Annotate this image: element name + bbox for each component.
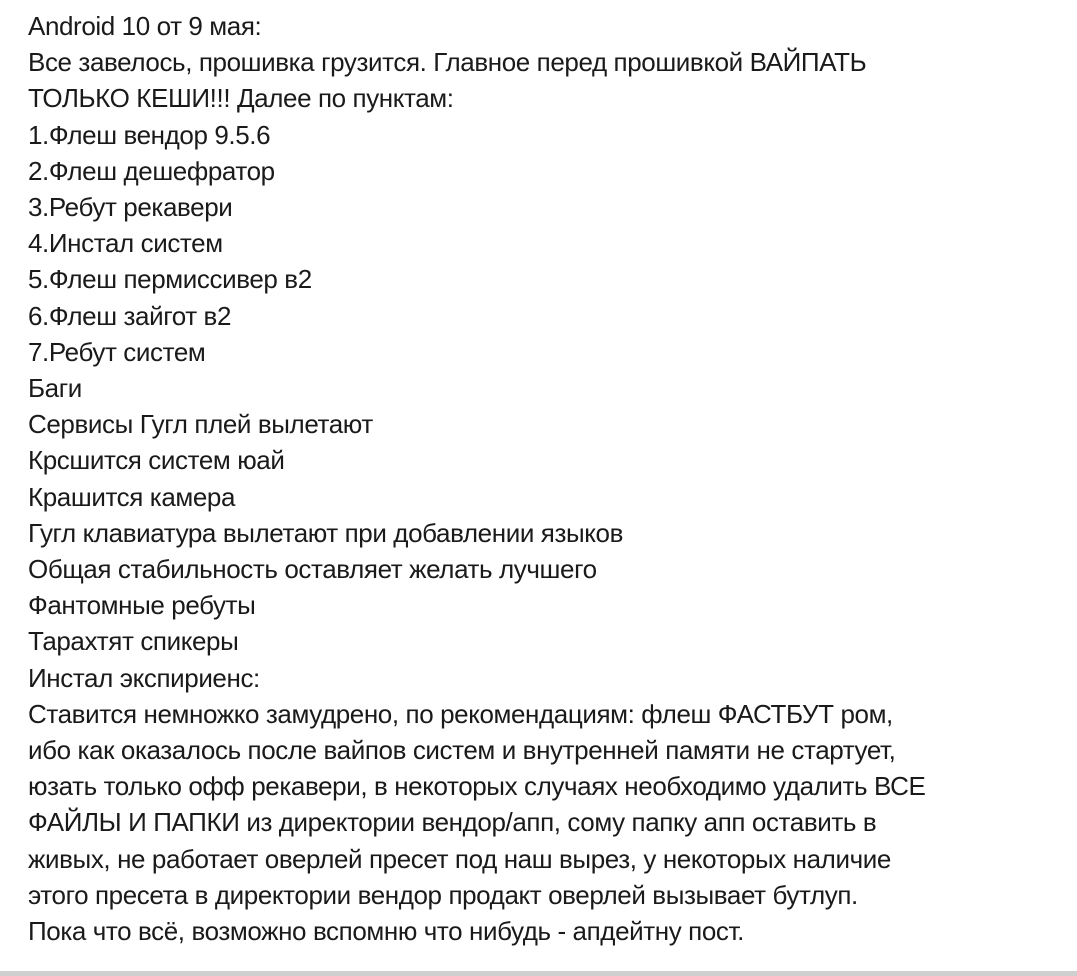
step-3: 3.Ребут рекавери xyxy=(28,192,233,223)
post-intro-line-1: Все завелось, прошивка грузится. Главное перед прошивкой ВАЙПАТЬ xyxy=(28,47,867,78)
step-2: 2.Флеш дешефратор xyxy=(28,155,275,186)
closing-line: Пока что всё, возможно вспомню что нибудь - апдейтну пост. xyxy=(28,916,744,947)
bugs-heading: Баги xyxy=(28,373,82,404)
bug-item: Гугл клавиатура вылетают при добавлении языков xyxy=(28,517,623,548)
bug-item: Фантомные ребуты xyxy=(28,590,256,621)
install-text-line: юзать только офф рекавери, в некоторых случаях необходимо удалить ВСЕ xyxy=(28,771,926,802)
step-7: 7.Ребут систем xyxy=(28,336,206,367)
bug-item: Тарахтят спикеры xyxy=(28,626,239,657)
bottom-divider xyxy=(0,971,1077,976)
bug-item: Крсшится систем юай xyxy=(28,445,285,476)
bug-item: Сервисы Гугл плей вылетают xyxy=(28,409,373,440)
install-text-line: ибо как оказалось после вайпов систем и внутренней памяти не стартует, xyxy=(28,735,896,766)
install-text-line: этого пресета в директории вендор продакт оверлей вызывает бутлуп. xyxy=(28,879,858,910)
post-text xyxy=(28,8,1068,949)
bug-item: Крашится камера xyxy=(28,481,236,512)
step-5: 5.Флеш пермиссивер в2 xyxy=(28,264,312,295)
install-heading: Инстал экспириенс: xyxy=(28,662,260,693)
install-text-line: живых, не работает оверлей пресет под наш вырез, у некоторых наличие xyxy=(28,843,891,874)
install-text-line: ФАЙЛЫ И ПАПКИ из директории вендор/апп, сому папку апп оставить в xyxy=(28,807,877,838)
step-6: 6.Флеш зайгот в2 xyxy=(28,300,232,331)
step-1: 1.Флеш вендор 9.5.6 xyxy=(28,119,271,150)
install-text-line: Ставится немножко замудрено, по рекомендациям: флеш ФАСТБУТ ром, xyxy=(28,698,893,729)
step-4: 4.Инстал систем xyxy=(28,228,223,259)
post-header: Android 10 от 9 мая: xyxy=(28,11,262,41)
bug-item: Общая стабильность оставляет желать лучшего xyxy=(28,554,597,585)
post-intro-line-2: ТОЛЬКО КЕШИ!!! Далее по пунктам: xyxy=(28,83,454,114)
